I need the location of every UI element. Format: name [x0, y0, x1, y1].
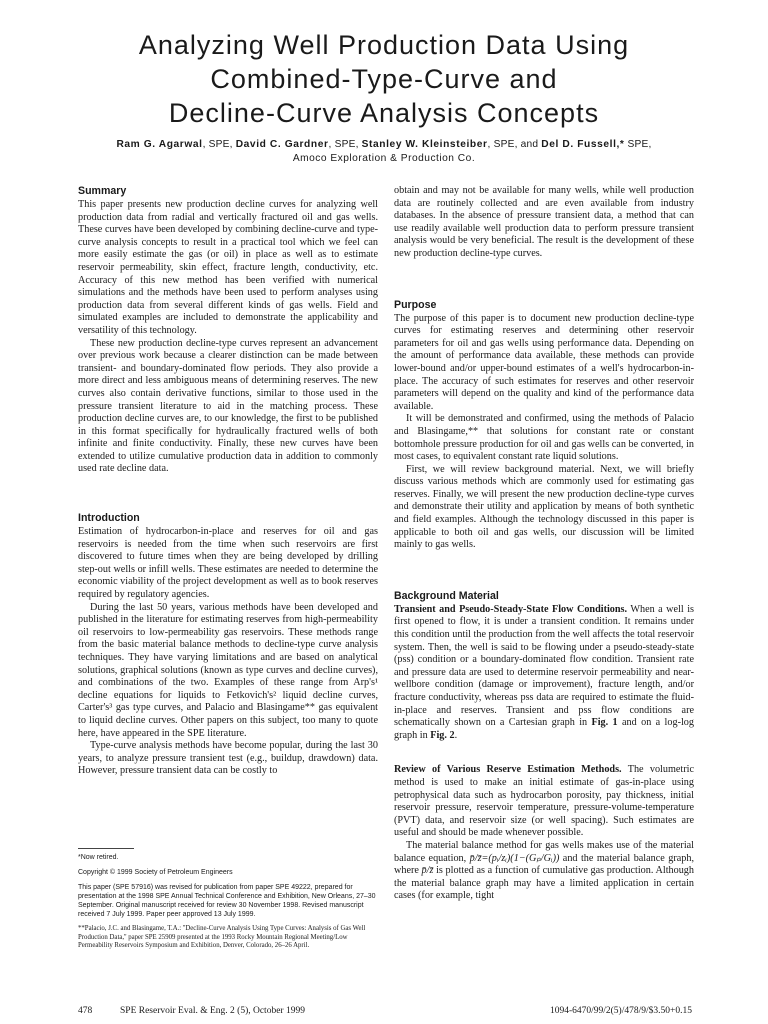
author-1: Ram G. Agarwal	[116, 139, 203, 150]
author-1-affix: , SPE,	[202, 139, 236, 150]
footnote-revision: This paper (SPE 57916) was revised for publication from paper SPE 49222, prepared for presentation at the 1998 SPE Annual Technical Conference and Exhibition, New Orleans, 27–30 September. Original manuscript received for review 30 November 1998. Revised manuscript received 7 July 1999. Paper peer approved 13 July 1999.	[78, 884, 376, 918]
left-column	[78, 185, 378, 778]
material-balance-equation: p̄/z̄=(pᵢ/zᵢ)(1−(Gₚ/Gᵢ))	[469, 852, 560, 864]
section-gap	[394, 742, 694, 764]
bg-text-3b: and the material balance graph, where	[394, 852, 694, 877]
purpose-paragraph-1: The purpose of this paper is to document new production decline-type curves for estimating reserves and determining other reservoir parameters for oil and gas wells using performance data. Depending on the amount of performance data available, these methods can provide lower-bound and/or upper-bound estimates of a well's hydrocarbon-in-place. The accuracy of such estimates for reserves and other reservoir parameters will depend on the quality and kind of the performance data available.	[394, 312, 694, 412]
paper-title-line-2: Combined-Type-Curve and	[210, 64, 558, 94]
background-paragraph-2	[394, 764, 694, 840]
right-column	[394, 185, 694, 903]
purpose-paragraph-2: It will be demonstrated and confirmed, using the methods of Palacio and Blasingame,** that solutions for constant rate or constant bottomhole pressure production for oil and gas wells can be converted, in most cases, to equivalent constant rate liquid solutions.	[394, 413, 694, 463]
bg-text-3c: is plotted as a function of cumulative gas production. Although the material balance graph may have a limited application in certain cases (for example, tight	[394, 865, 694, 902]
footnote-copyright: Copyright © 1999 Society of Petroleum Engineers	[78, 869, 233, 876]
journal-citation: SPE Reservoir Eval. & Eng. 2 (5), October 1999	[120, 1006, 305, 1016]
footnote-retired: *Now retired.	[78, 854, 119, 861]
section-gap	[78, 476, 378, 512]
summary-heading: Summary	[78, 185, 127, 197]
background-paragraph-3	[394, 840, 694, 903]
intro-paragraph-3: Type-curve analysis methods have become popular, during the last 30 years, to analyze pressure transient test (e.g., buildup, drawdown) data. However, pressure transient data can be costly to	[78, 740, 378, 777]
footnote-reference: **Palacio, J.C. and Blasingame, T.A.: ''Decline-Curve Analysis Using Type Curves: Analysis of Gas Well Production Data,'' paper SPE 25909 presented at the 1993 Rocky Mountain Regional Meeting/Low Permeability Reservoirs Symposium and Exhibition, Denver, Colorado, 26–26 April.	[78, 925, 366, 950]
summary-paragraph-1: This paper presents new production decline curves for analyzing well production data from radial and vertically fractured oil and gas wells. These curves have been developed by combining decline-curve and type-curve analysis concepts to result in a practical tool which we feel can more easily estimate the gas (or oil) in place as well as to estimate reservoir permeability, skin effect, fracture length, conductivity, etc. Accuracy of this new method has been verified with numerical simulations and the methods have been used to perform analyses using production data from several different kinds of gas wells. Field and simulated examples are included to demonstrate the applicability and versatility of this technology.	[78, 199, 378, 336]
pz-ratio: p̄/z̄	[421, 865, 434, 877]
bg-text-2: The volumetric method is used to make an initial estimate of gas-in-place using petrophysical data such as hydrocarbon porosity, pay thickness, initial reservoir pressure, reservoir temperature, pressure-volume-temperature (PVT) data, and reservoir size (or well spacing). Such estimates are useful and should be made whenever possible.	[394, 764, 694, 839]
footnote-rule	[78, 848, 134, 849]
purpose-heading: Purpose	[394, 298, 437, 311]
bg-text-1a: When a well is first opened to flow, it is under a transient condition. It remains under this condition until the production from the well affects the total reservoir system. Then, the well is said to be flowing under a pseudo-steady-state (pss) condition or a boundary-dominated flow condition. Transient rate and pressure data are used to determine reservoir permeability and near-wellbore condition (damage or improvement), fracture length, and/or fracture conductivity, whereas pss data are required to estimate the fluid-in-place and reserves. Transient and pss flow conditions are schematically shown on a Cartesian graph in	[394, 603, 694, 729]
paper-title-line-1: Analyzing Well Production Data Using	[138, 30, 630, 60]
article-code: 1094-6470/99/2(5)/478/9/$3.50+0.15	[549, 1006, 692, 1016]
background-heading: Background Material	[394, 589, 499, 602]
fig-1-ref[interactable]: Fig. 1	[591, 717, 618, 729]
author-3-affix: , SPE, and	[487, 139, 542, 150]
purpose-paragraph-3: First, we will review background material. Next, we will briefly discuss various methods which are commonly used for estimating gas reserves. Finally, we will present the new production decline-type curves and demonstrate their utility and application by means of both synthetic and field examples. Although the technology discussed in this paper is applicable to both oil and gas wells, our discussion will be limited mainly to gas wells.	[394, 463, 694, 551]
author-4-affix: SPE,	[624, 139, 652, 150]
section-gap	[394, 261, 694, 299]
author-2-affix: , SPE,	[328, 139, 362, 150]
bg-text-1b: and on a log-log graph in	[394, 717, 694, 741]
footnotes	[78, 848, 378, 957]
summary-paragraph-2: These new production decline-type curves represent an advancement over previous work because a clearer distinction can be made between transient- and boundary-dominated flow periods. They also provide a more direct and less ambiguous means of determining reserves. The new curves also contain derivative functions, similar to those used in the pressure transient literature to aid in the matching process. These production decline curves are, to our knowledge, the first to be published in this format specifically for hydraulically fractured wells of both infinite and finite conductivity. Finally, these new curves have been extended to utilize cumulative production data in addition to commonly used rate decline data.	[78, 337, 378, 475]
bg-text-1c: .	[454, 729, 458, 741]
title-block	[60, 28, 708, 166]
section-gap	[394, 552, 694, 590]
background-paragraph-1	[394, 604, 694, 743]
page-number: 478	[78, 1006, 93, 1016]
fig-2-ref[interactable]: Fig. 2	[430, 729, 455, 741]
introduction-heading: Introduction	[78, 512, 140, 525]
intro-paragraph-2: During the last 50 years, various methods have been developed and published in the literature for estimating reserves from high-permeability oil reservoirs to low-permeability gas reservoirs. These methods range from the basic material balance methods to decline-type curve analysis techniques. They have varying limitations and are based on analytical solutions, graphical solutions (known as type curves and decline curves), and combinations of the two. Examples of these range from Arp's¹ decline equations for liquids to Fetkovich's² liquid decline curves, Carter's³ gas type curves, and Palacio and Blasingame** gas equivalent to liquid decline curves. Other papers on this subject, too many to quote here, have appeared in the SPE literature.	[78, 601, 378, 739]
author-4: Del D. Fussell,*	[541, 139, 625, 150]
author-3: Stanley W. Kleinsteiber	[361, 139, 488, 150]
bg-text-3a: The material balance method for gas wells makes use of the material balance equation,	[394, 839, 694, 864]
affiliation: Amoco Exploration & Production Co.	[292, 153, 476, 164]
intro-paragraph-1: Estimation of hydrocarbon-in-place and reserves for oil and gas reservoirs is needed from the time when such reservoirs are first discovered to future times when they are being developed by drilling step-out wells or infill wells. These estimates are needed to determine the economic viability of the project development as well as to book reserves required by regulatory agencies.	[78, 526, 378, 601]
flow-conditions-runin: Transient and Pseudo-Steady-State Flow Conditions.	[394, 603, 628, 615]
continued-paragraph: obtain and may not be available for many wells, while well production data are routinely collected and are even available from industry databases. In the absence of pressure transient data, a method that can use readily available well production data to perform pressure transient analysis would be very beneficial. The result is the development of these new production decline-type curves.	[394, 185, 694, 259]
author-line	[60, 138, 708, 152]
paper-title-line-3: Decline-Curve Analysis Concepts	[168, 98, 600, 128]
reserve-methods-runin: Review of Various Reserve Estimation Methods.	[394, 764, 622, 776]
author-2: David C. Gardner	[235, 139, 329, 150]
